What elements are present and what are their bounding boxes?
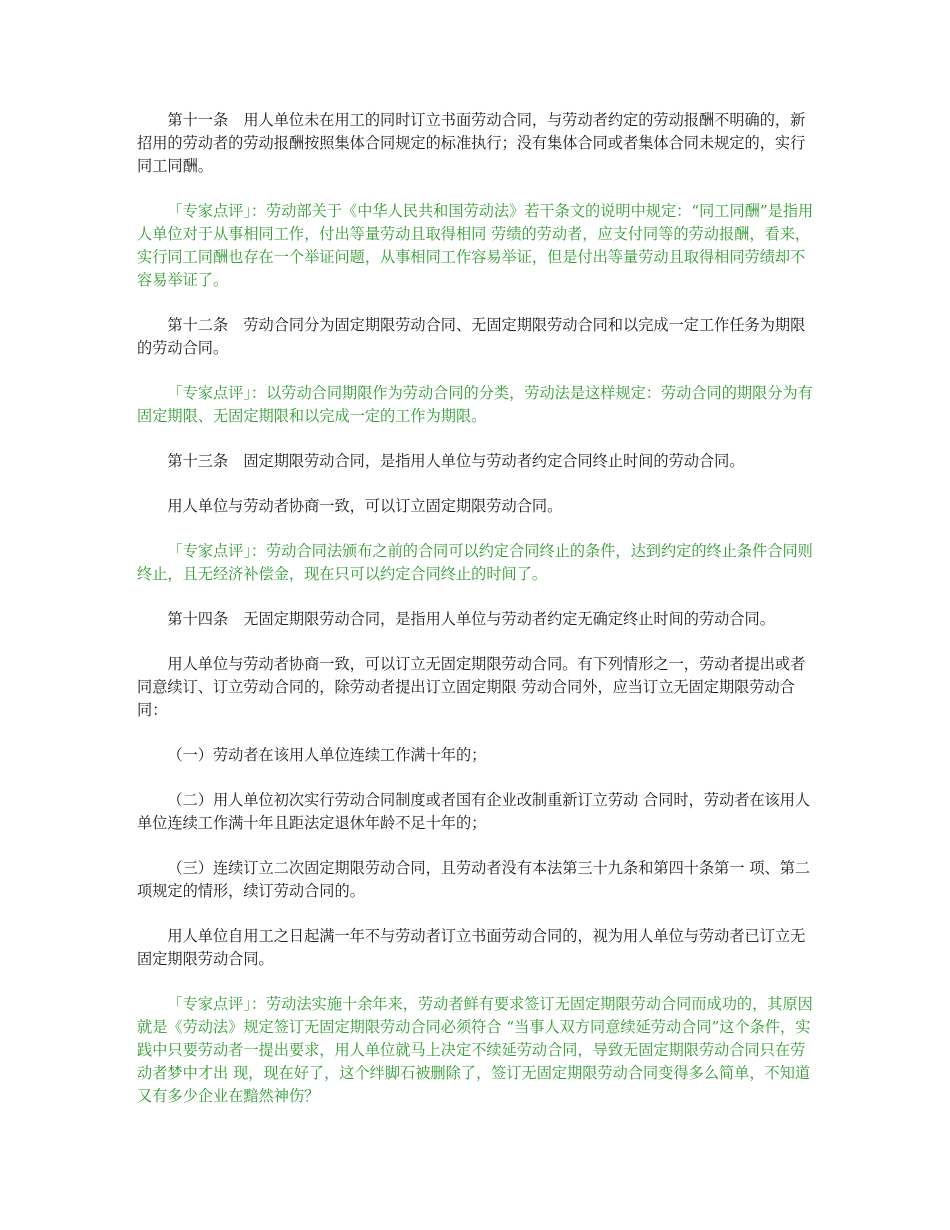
expert-comment-13: 「专家点评」：劳动合同法颁布之前的合同可以约定合同终止的条件，达到约定的终止条件合同则终止，且无经济补偿金，现在只可以约定合同终止的时间了。	[137, 542, 813, 583]
article-14-item-3: （三）连续订立二次固定期限劳动合同，且劳动者没有本法第三十九条和第四十条第一 项、第二项规定的情形，续订劳动合同的。	[137, 859, 811, 900]
expert-comment-14: 「专家点评」：劳动法实施十余年来，劳动者鲜有要求签订无固定期限劳动合同而成功的，其原因就是《劳动法》规定签订无固定期限劳动合同必须符合 “当事人双方同意续延劳动合同”这个条件，实践中只要劳动者一提出要求，用人单位就马上决定不续延劳动合同，导致无固定期限劳动合同只在劳动者梦中才出 现，现在好了，这个绊脚石被删除了，签订无固定期限劳动合同变得多么简单，不知道又有多少企业在黯然神伤？	[137, 995, 813, 1105]
article-14-clause-3: 用人单位自用工之日起满一年不与劳动者订立书面劳动合同的，视为用人单位与劳动者已订立无固定期限劳动合同。	[137, 927, 806, 968]
article-12: 第十二条 劳动合同分为固定期限劳动合同、无固定期限劳动合同和以完成一定工作任务为期限的劳动合同。	[137, 316, 806, 357]
article-14-item-1: （一）劳动者在该用人单位连续工作满十年的；	[167, 746, 487, 764]
document-page	[137, 109, 820, 1130]
article-14: 第十四条 无固定期限劳动合同，是指用人单位与劳动者约定无确定终止时间的劳动合同。	[167, 610, 775, 628]
expert-comment-11: 「专家点评」：劳动部关于《中华人民共和国劳动法》若干条文的说明中规定：“同工同酬”是指用人单位对于从事相同工作，付出等量劳动且取得相同 劳绩的劳动者，应支付同等的劳动报酬，看来，实行同工同酬也存在一个举证问题，从事相同工作容易举证，但是付出等量劳动且取得相同劳绩却不容易举证了。	[137, 202, 814, 289]
article-11: 第十一条 用人单位未在用工的同时订立书面劳动合同，与劳动者约定的劳动报酬不明确的，新招用的劳动者的劳动报酬按照集体合同规定的标准执行；没有集体合同或者集体合同未规定的，实行同工同酬。	[137, 111, 806, 175]
article-13: 第十三条 固定期限劳动合同，是指用人单位与劳动者约定合同终止时间的劳动合同。	[167, 452, 745, 470]
article-13-clause-2: 用人单位与劳动者协商一致，可以订立固定期限劳动合同。	[167, 497, 563, 515]
article-14-item-2: （二）用人单位初次实行劳动合同制度或者国有企业改制重新订立劳动 合同时，劳动者在该用人单位连续工作满十年且距法定退休年龄不足十年的；	[137, 791, 811, 832]
article-14-clause-2: 用人单位与劳动者协商一致，可以订立无固定期限劳动合同。有下列情形之一，劳动者提出或者同意续订、订立劳动合同的，除劳动者提出订立固定期限 劳动合同外，应当订立无固定期限劳动合同：	[137, 655, 806, 719]
expert-comment-12: 「专家点评」：以劳动合同期限作为劳动合同的分类，劳动法是这样规定：劳动合同的期限分为有固定期限、无固定期限和以完成一定的工作为期限。	[137, 384, 813, 425]
